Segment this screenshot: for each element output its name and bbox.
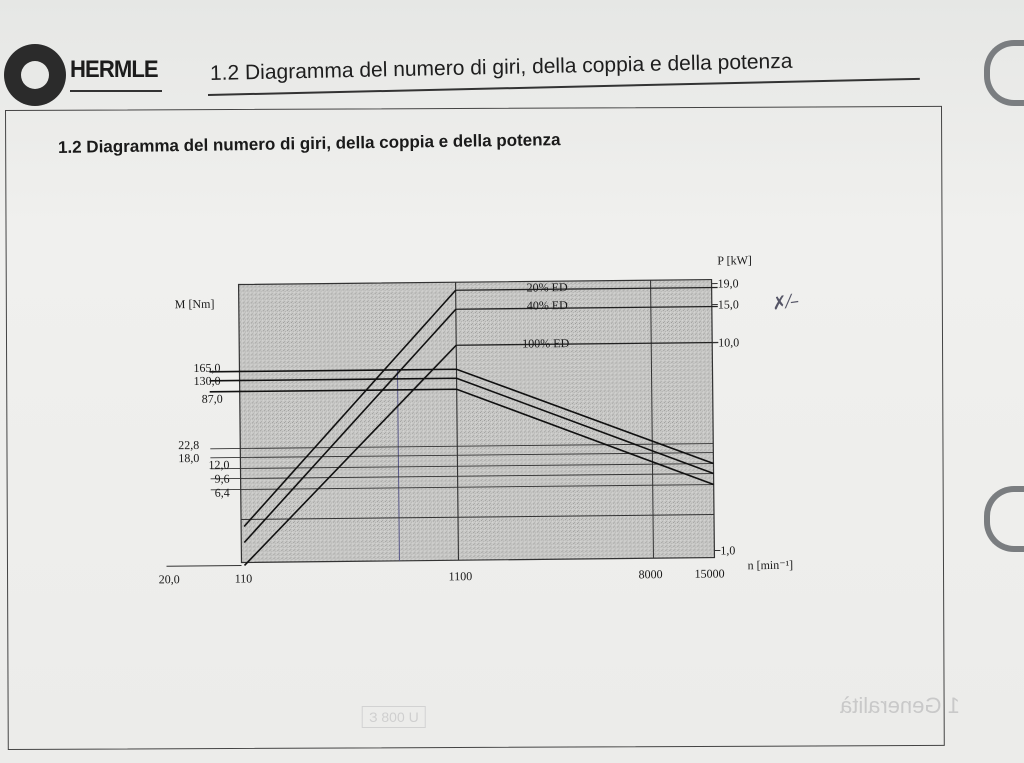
page-header-title: 1.2 Diagramma del numero di giri, della coppia e della potenza	[209, 49, 793, 85]
y-tick-label-right: 10,0	[718, 335, 740, 350]
x-tick-label: 15000	[694, 566, 725, 581]
x-tick-label: 1100	[448, 569, 473, 584]
section-title: 1.2 Diagramma del numero di giri, della coppia e della potenza	[57, 130, 561, 157]
y-tick-label-left: 12,0	[208, 457, 230, 472]
plot-area	[239, 280, 715, 563]
y-tick-label-right: 1,0	[720, 543, 736, 558]
y-axis-label-left: M [Nm]	[174, 296, 215, 312]
y-tick-label-left: 6,4	[214, 485, 230, 500]
y-tick-label-left: 22,8	[178, 437, 200, 453]
y-tick-label-left: 87,0	[201, 391, 223, 406]
y-tick-label-left: 9,6	[214, 471, 230, 486]
y-tick-label-right: 15,0	[717, 297, 739, 312]
x-axis-line	[167, 566, 242, 567]
show-through-text: U 008 Ɛ	[362, 706, 426, 728]
y-tick-label-right: 19,0	[717, 276, 739, 291]
handwritten-mark: ✗⁄–	[770, 290, 801, 315]
y-tick-label-left: 18,0	[178, 450, 200, 466]
series-label: 100% ED	[522, 336, 570, 351]
logo-text: HERMLE	[70, 56, 158, 83]
y-axis-label-right: P [kW]	[717, 253, 752, 268]
x-axis-label: n [min⁻¹]	[747, 557, 794, 573]
y-tick-label-left: 130,0	[193, 373, 221, 388]
series-label: 20% ED	[526, 280, 568, 295]
series-label: 40% ED	[526, 298, 568, 313]
x-tick-label: 20,0	[158, 572, 180, 587]
show-through-text: 1 Generalità	[840, 693, 960, 718]
x-tick-label: 110	[234, 571, 253, 586]
y-tick-label-left: 165,0	[193, 360, 221, 375]
x-tick-label: 8000	[638, 567, 663, 582]
